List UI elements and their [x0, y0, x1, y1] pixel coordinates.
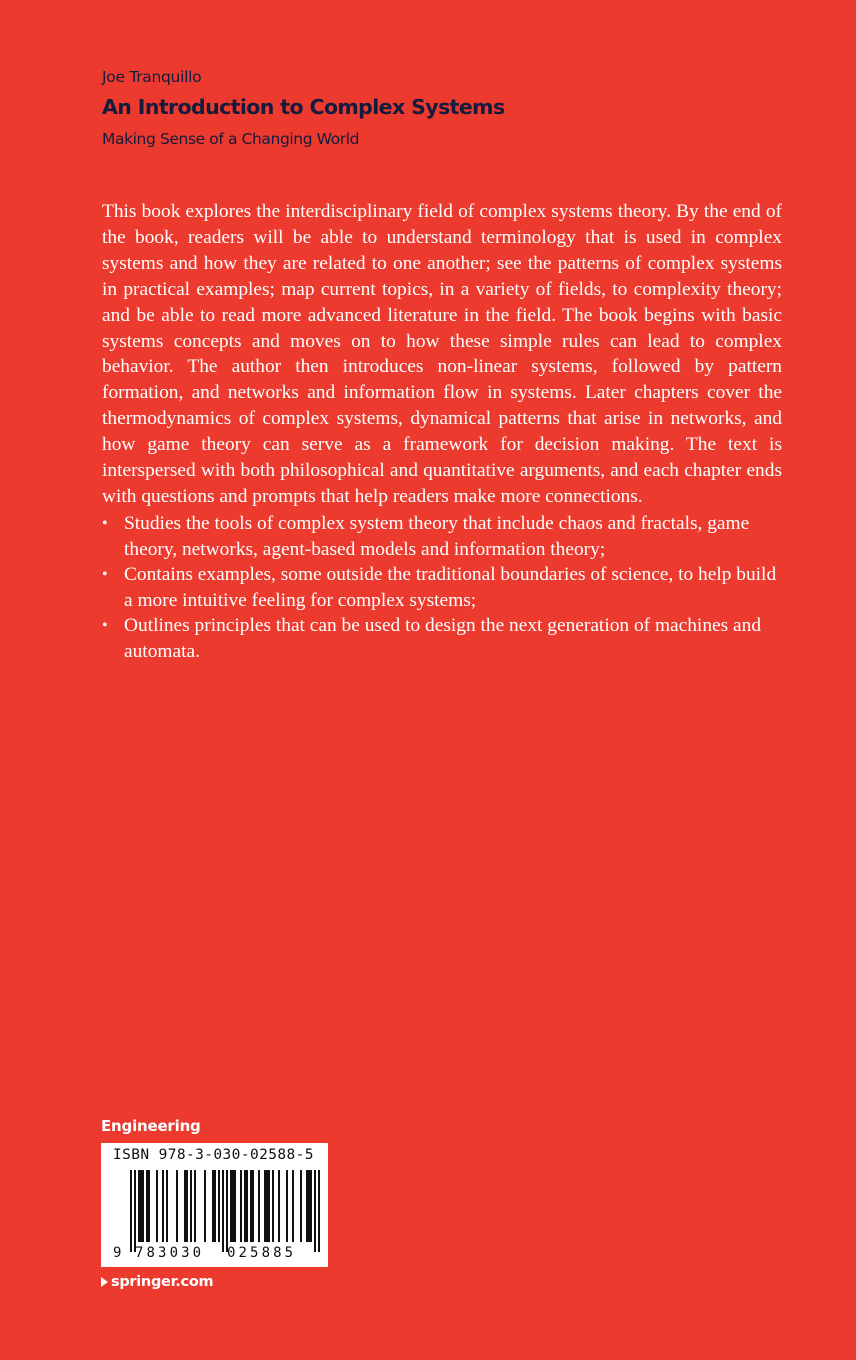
- feature-list-item: [102, 511, 782, 562]
- barcode-bar: [142, 1170, 144, 1242]
- barcode-bar: [286, 1170, 288, 1242]
- barcode-bar: [272, 1170, 274, 1242]
- barcode-left-digits: 783030: [135, 1245, 205, 1261]
- barcode-bar: [246, 1170, 248, 1242]
- feature-text: Outlines principles that can be used to design the next generation of machines and automata.: [124, 615, 762, 662]
- barcode-bar: [190, 1170, 192, 1242]
- barcode-bar: [300, 1170, 302, 1242]
- barcode-bar: [130, 1170, 132, 1252]
- barcode-bar: [278, 1170, 280, 1242]
- barcode-bar: [292, 1170, 294, 1242]
- barcode-bar: [194, 1170, 196, 1242]
- barcode-bar: [318, 1170, 320, 1252]
- barcode-bar: [258, 1170, 260, 1242]
- barcode-bar: [184, 1170, 186, 1242]
- book-description: This book explores the interdisciplinary field of complex systems theory. By the end of the book, readers will be able to understand terminology that is used in complex systems and how they are related to one another; see the patterns of complex systems in practical examples; map current topics, in a variety of fields, to complexity theory; and be able to read more advanced literature in the field. The book begins with basic systems concepts and moves on to how these simple rules can lead to complex behavior. The author then introduces non-linear systems, followed by pattern formation, and networks and information flow in systems. Later chapters cover the thermodynamics of complex systems, dynamical patterns that arise in networks, and how game theory can serve as a framework for decision making. The text is interspersed with both philosophical and quantitative arguments, and each chapter ends with questions and prompts that help readers make more connections.: [102, 201, 782, 507]
- barcode-bar: [240, 1170, 242, 1242]
- barcode-bar: [176, 1170, 178, 1242]
- barcode-bar: [268, 1170, 270, 1242]
- subject-category: Engineering: [101, 1117, 201, 1135]
- barcode-bar: [250, 1170, 252, 1242]
- barcode-bar: [266, 1170, 268, 1242]
- publisher-website-link[interactable]: [101, 1274, 213, 1290]
- feature-list: [102, 511, 782, 664]
- isbn-number: ISBN 978-3-030-02588-5: [113, 1147, 314, 1163]
- barcode-bar: [162, 1170, 164, 1242]
- barcode-bar: [134, 1170, 136, 1252]
- barcode-lead-digit: 9: [113, 1245, 125, 1261]
- barcode-bar: [212, 1170, 214, 1242]
- feature-list-item: [102, 562, 782, 613]
- feature-text: Contains examples, some outside the traditional boundaries of science, to help build a more intuitive feeling for complex systems;: [124, 564, 777, 611]
- bullet-icon: •: [102, 566, 108, 583]
- barcode-bar: [314, 1170, 316, 1252]
- barcode-bar: [214, 1170, 216, 1242]
- arrow-right-icon: [101, 1277, 108, 1287]
- bullet-icon: •: [102, 515, 108, 532]
- barcode-digits: [101, 1245, 328, 1265]
- barcode-bar: [264, 1170, 266, 1242]
- feature-list-item: [102, 613, 782, 664]
- barcode-bar: [146, 1170, 148, 1242]
- barcode-bar: [232, 1170, 234, 1242]
- author-name: Joe Tranquillo: [102, 68, 202, 86]
- barcode-bar: [310, 1170, 312, 1242]
- barcode-bar: [138, 1170, 140, 1242]
- book-title: An Introduction to Complex Systems: [102, 95, 505, 119]
- barcode-bar: [226, 1170, 228, 1252]
- book-subtitle: Making Sense of a Changing World: [102, 130, 360, 148]
- barcode-bar: [218, 1170, 220, 1242]
- barcode-bar: [166, 1170, 168, 1242]
- barcode-bar: [252, 1170, 254, 1242]
- barcode-bar: [234, 1170, 236, 1242]
- barcode-bar: [306, 1170, 308, 1242]
- bullet-icon: •: [102, 617, 108, 634]
- barcode-bar: [230, 1170, 232, 1242]
- website-label: springer.com: [111, 1274, 214, 1290]
- barcode-bar: [156, 1170, 158, 1242]
- isbn-barcode: [101, 1143, 328, 1267]
- barcode-bar: [244, 1170, 246, 1242]
- barcode-bar: [140, 1170, 142, 1242]
- feature-text: Studies the tools of complex system theory that include chaos and fractals, game theory, networks, agent-based models and information theory;: [124, 513, 750, 560]
- barcode-bar: [204, 1170, 206, 1242]
- barcode-right-digits: 025885: [227, 1245, 297, 1261]
- barcode-bar: [308, 1170, 310, 1242]
- barcode-bar: [222, 1170, 224, 1252]
- barcode-bar: [186, 1170, 188, 1242]
- barcode-bar: [148, 1170, 150, 1242]
